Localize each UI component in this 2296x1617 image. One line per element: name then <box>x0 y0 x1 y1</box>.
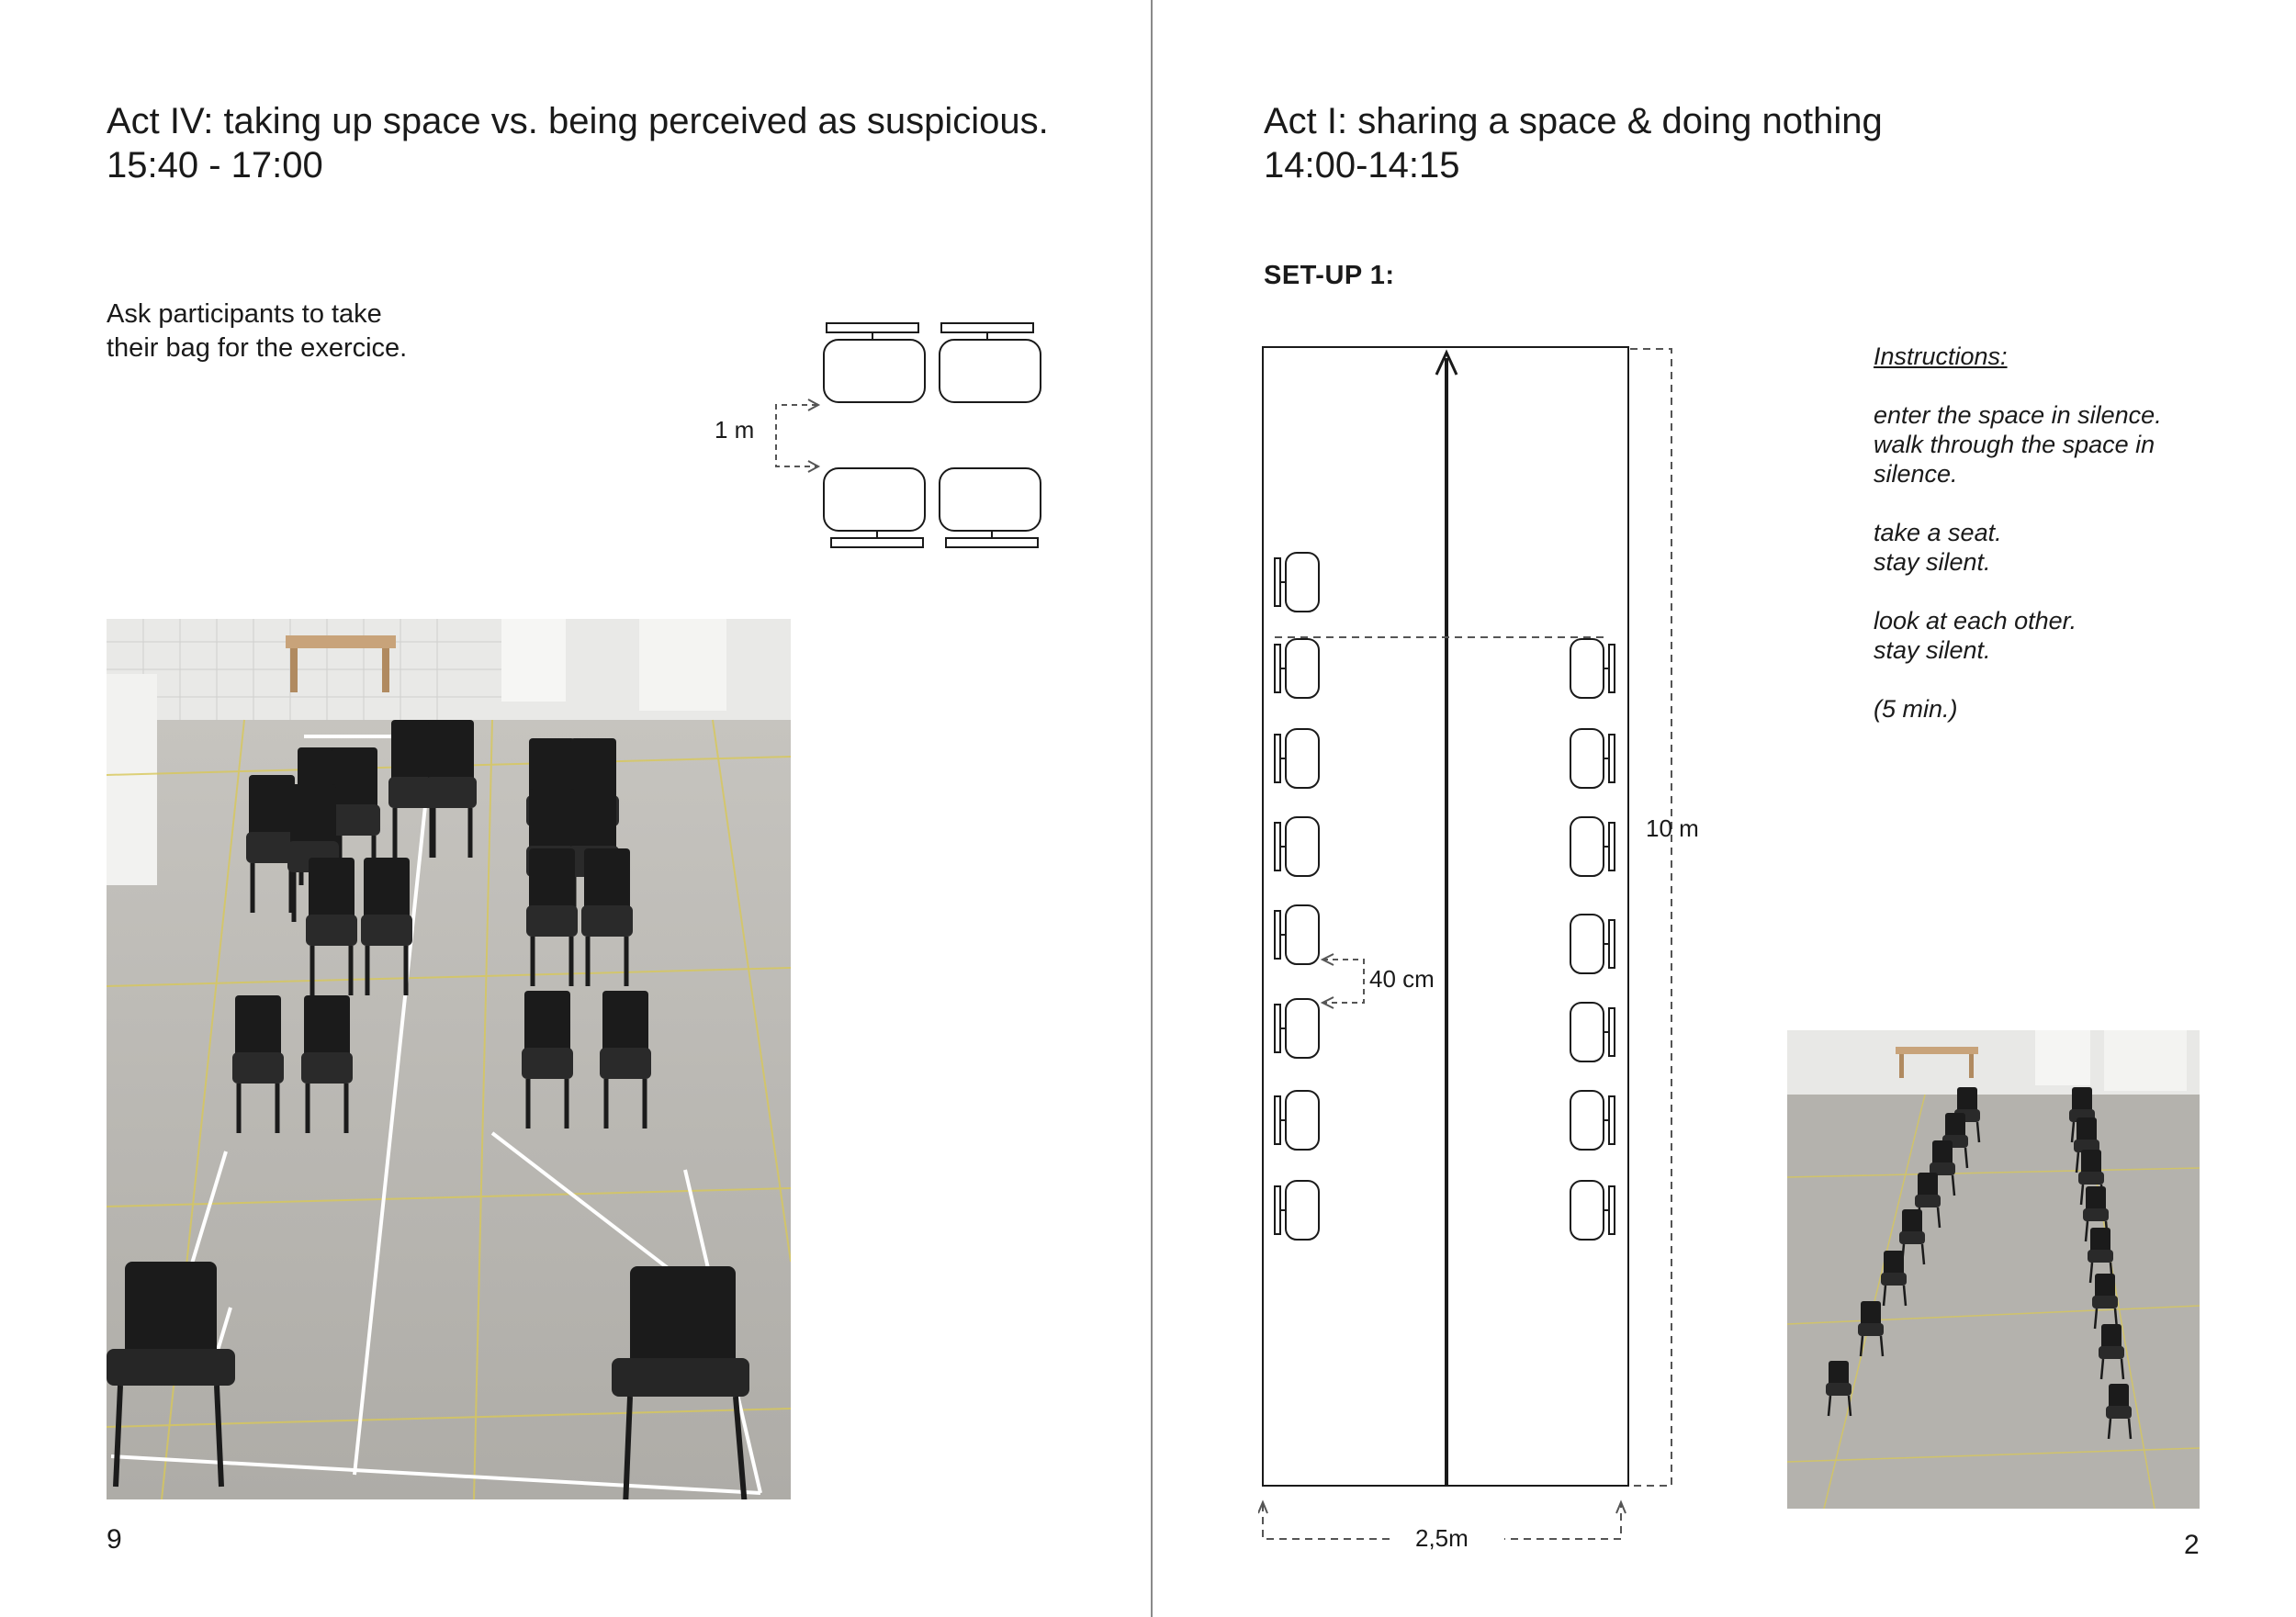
instructions <box>1874 342 2241 753</box>
left-chair-row <box>1275 553 1319 1240</box>
left-page-title <box>107 99 1049 187</box>
note-line-2: their bag for the exercice. <box>107 333 408 363</box>
act-i-time: 14:00-14:15 <box>1264 145 1460 185</box>
instructions-para-3 <box>1874 606 2241 665</box>
act-i-title: Act I: sharing a space & doing nothing <box>1264 101 1883 141</box>
chair-seat-bottom-left <box>824 468 925 531</box>
page-number-left: 9 <box>107 1524 122 1555</box>
note-line-1: Ask participants to take <box>107 299 382 329</box>
chairs-photo <box>107 619 791 1499</box>
setup-floor-plan <box>1258 340 1727 1561</box>
chair-seat-bottom-right <box>940 468 1041 531</box>
right-page-title <box>1264 99 1883 187</box>
chair-back-top-left <box>827 323 918 332</box>
left-page-note <box>107 298 407 365</box>
page-divider <box>1151 0 1153 1617</box>
instr-line: silence. <box>1874 460 1958 488</box>
instr-line: look at each other. <box>1874 607 2077 634</box>
instr-line: stay silent. <box>1874 636 1991 664</box>
instructions-para-2 <box>1874 518 2241 577</box>
width-label: 2,5m <box>1415 1524 1469 1552</box>
act-iv-title: Act IV: taking up space vs. being perceived as suspicious. <box>107 101 1049 141</box>
instr-line: stay silent. <box>1874 548 1991 576</box>
chair-back-bottom-left <box>831 538 923 547</box>
instructions-heading: Instructions: <box>1874 342 2008 370</box>
setup-photo <box>1787 1030 2200 1509</box>
instructions-duration: (5 min.) <box>1874 695 1958 723</box>
gap-dimension <box>1322 960 1364 1003</box>
length-label: 10 m <box>1646 814 1699 842</box>
instr-line: walk through the space in <box>1874 431 2155 458</box>
chair-back-top-right <box>941 323 1033 332</box>
chair-seat-top-left <box>824 340 925 402</box>
chair-seat-top-right <box>940 340 1041 402</box>
act-iv-time: 15:40 - 17:00 <box>107 145 323 185</box>
instructions-para-1 <box>1874 400 2241 488</box>
chair-back-bottom-right <box>946 538 1038 547</box>
page-number-right: 2 <box>2184 1530 2200 1560</box>
setup-label: SET-UP 1: <box>1264 261 1395 290</box>
distance-arrow <box>776 405 817 466</box>
right-chair-row <box>1570 639 1615 1240</box>
distance-label-1m: 1 m <box>715 416 755 444</box>
instr-line: take a seat. <box>1874 519 2002 546</box>
gap-label: 40 cm <box>1369 965 1435 993</box>
length-dimension <box>1630 349 1671 1486</box>
instr-line: enter the space in silence. <box>1874 401 2162 429</box>
